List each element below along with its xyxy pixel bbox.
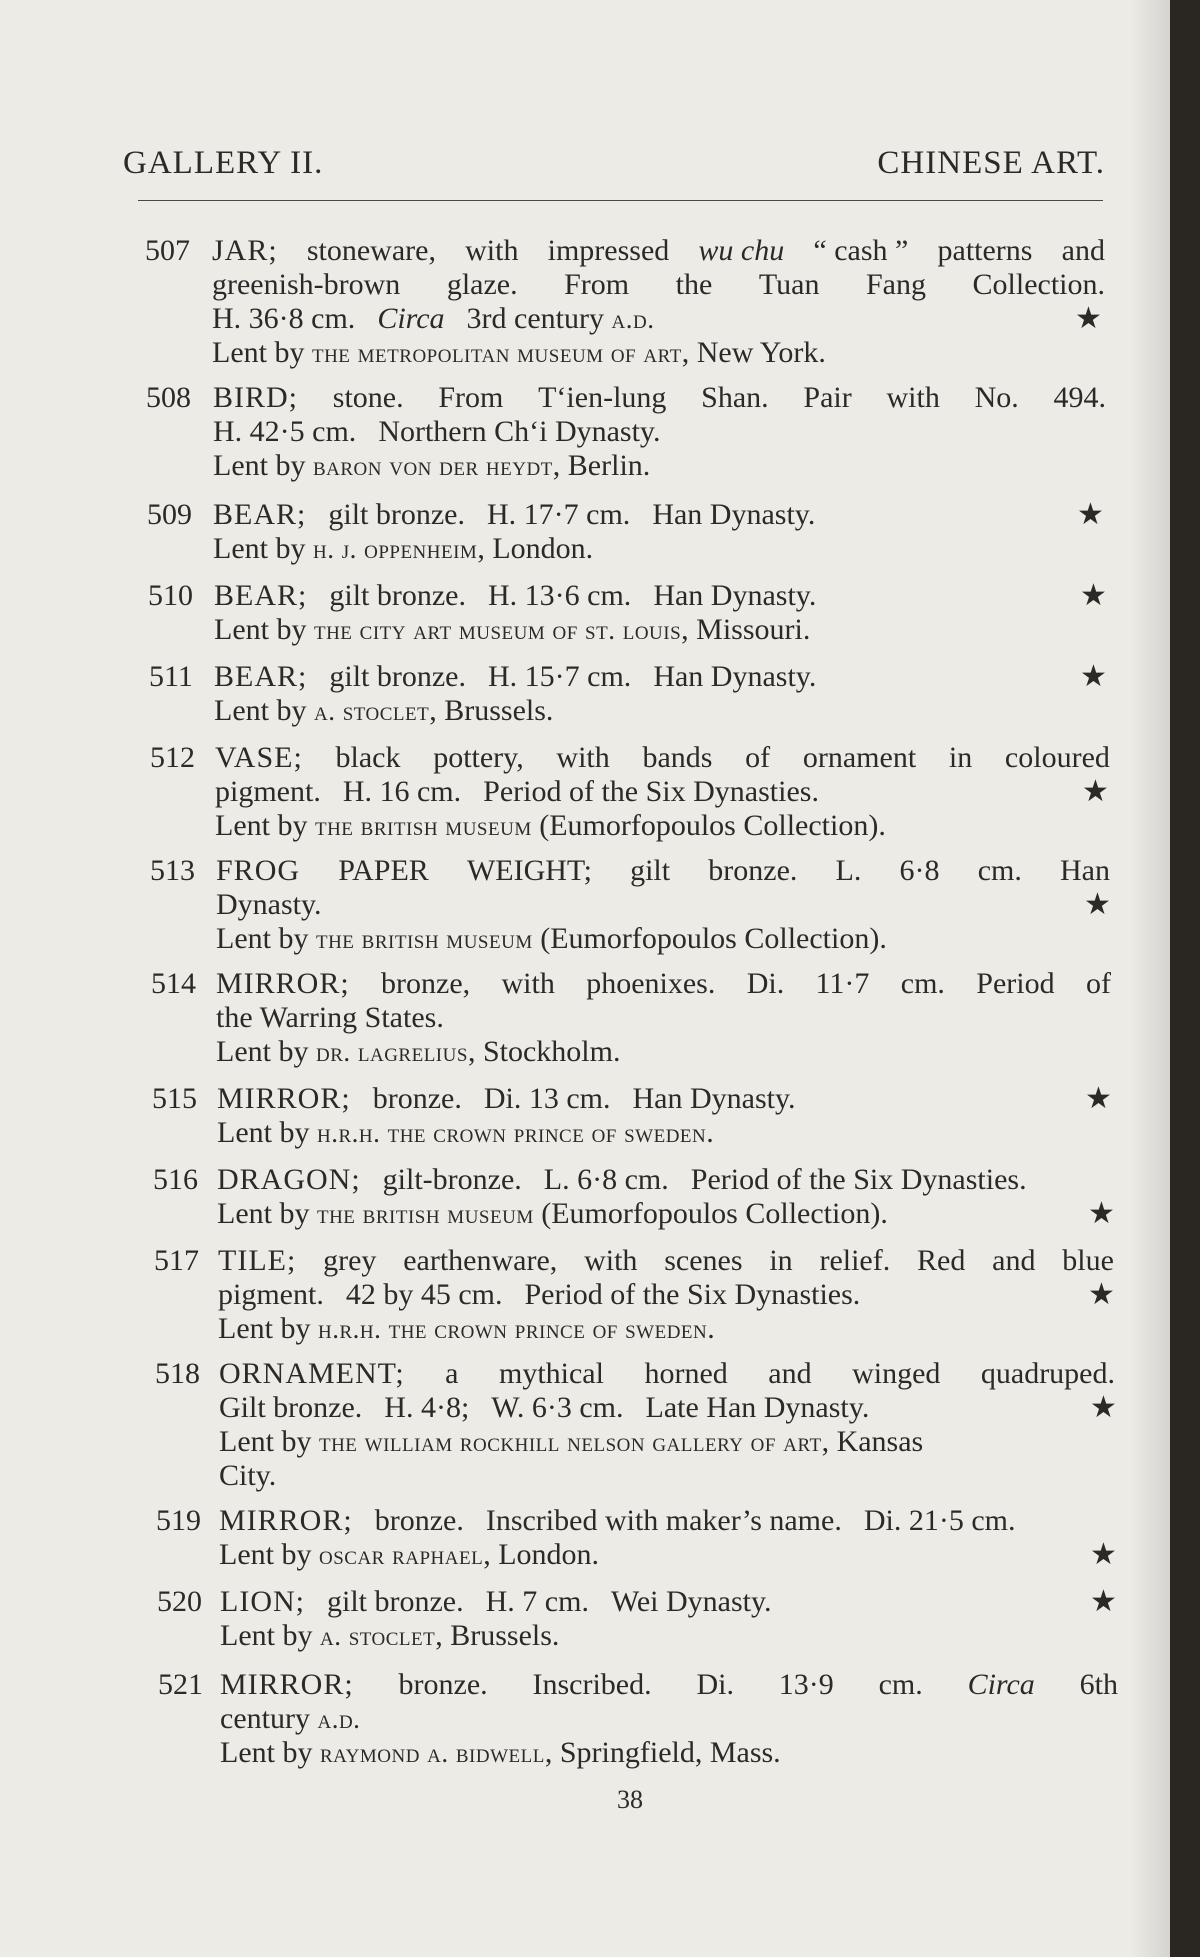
word: in: [948, 741, 973, 774]
lender-line: Lent by the british museum (Eumorfopoulos Collection).: [217, 1197, 888, 1230]
word: cm.: [878, 1668, 923, 1701]
word: Period of the Six Dynasties.: [690, 1163, 1027, 1196]
lender-line-continued: City.: [219, 1459, 277, 1492]
word: Han: [1060, 854, 1110, 887]
word: Di. 21·5 cm.: [863, 1504, 1016, 1537]
word: Circa: [967, 1668, 1035, 1701]
word: Gilt bronze.: [219, 1391, 363, 1424]
star-icon: ★: [1088, 1197, 1115, 1230]
star-icon: ★: [1090, 1391, 1117, 1424]
star-icon: ★: [1080, 660, 1107, 693]
lender-name: h.r.h. the crown prince of sweden: [317, 1314, 708, 1344]
word: H. 13·6 cm.: [488, 579, 632, 612]
word: gilt bronze.: [329, 579, 466, 612]
entry-description-line: [215, 774, 819, 810]
word: Han Dynasty.: [632, 1082, 796, 1115]
entry-number: 520: [157, 1585, 202, 1618]
entry-description-line: [217, 1081, 796, 1117]
word: H. 42·5 cm.: [213, 415, 357, 448]
star-icon: ★: [1084, 888, 1111, 921]
entry-description-line: [219, 1390, 869, 1426]
word: Tuan: [758, 268, 820, 301]
lender-name: a. stoclet: [319, 1621, 436, 1651]
entry-description-line: [216, 1000, 444, 1036]
word: H. 16 cm.: [342, 775, 462, 808]
lender-name: the british museum: [316, 1199, 534, 1229]
word: Red: [917, 1244, 966, 1277]
star-icon: ★: [1082, 775, 1109, 808]
word: gilt bronze.: [326, 1585, 464, 1618]
word: BEAR;: [214, 660, 308, 693]
entry-description-line: [218, 1243, 1114, 1279]
word: Han Dynasty.: [653, 579, 817, 612]
section-heading: CHINESE ART.: [877, 145, 1105, 181]
word: Period of the Six Dynasties.: [524, 1278, 861, 1311]
entry-description-line: [216, 853, 1110, 889]
entry-description-line: [213, 497, 815, 533]
word: bronze.: [374, 1504, 464, 1537]
word: stoneware,: [306, 234, 436, 267]
lender-name: the british museum: [315, 924, 533, 954]
lender-line: Lent by h. j. oppenheim, London.: [213, 532, 594, 565]
entry-number: 514: [151, 967, 196, 1000]
entry-number: 518: [155, 1357, 200, 1390]
word: Late Han Dynasty.: [645, 1391, 870, 1424]
word: with: [501, 967, 555, 1000]
word: mythical: [498, 1357, 604, 1390]
word: Di. 13 cm.: [483, 1082, 611, 1115]
word: ORNAMENT;: [219, 1357, 405, 1390]
word: JAR;: [212, 234, 278, 267]
word: Shan.: [701, 381, 769, 414]
word: the: [675, 268, 713, 301]
entry-description-line: [215, 740, 1110, 776]
word: bronze,: [381, 967, 471, 1000]
entry-number: 507: [145, 234, 190, 267]
lender-name: baron von der heydt: [312, 451, 553, 481]
entry-description-line: [220, 1701, 360, 1737]
word: DRAGON;: [217, 1163, 361, 1196]
star-icon: ★: [1077, 498, 1104, 531]
star-icon: ★: [1090, 1538, 1117, 1571]
word: blue: [1062, 1244, 1114, 1277]
word: Northern Ch‘i Dynasty.: [378, 415, 661, 448]
word: MIRROR;: [220, 1668, 354, 1701]
lender-line: Lent by raymond a. bidwell, Springfield, Mass.: [220, 1736, 781, 1769]
word: black: [335, 741, 401, 774]
lender-name: the british museum: [314, 811, 532, 841]
lender-name: oscar raphael: [318, 1540, 484, 1570]
page-edge-shadow: [1130, 0, 1170, 1957]
word: LION;: [220, 1585, 305, 1618]
lender-name: the metropolitan museum of art: [311, 338, 682, 368]
word: gilt bronze.: [329, 660, 466, 693]
word: 494.: [1053, 381, 1106, 414]
word: L.: [835, 854, 862, 887]
entry-description-line: [216, 966, 1111, 1002]
lender-line: Lent by h.r.h. the crown prince of sweden.: [217, 1116, 714, 1149]
word: From: [438, 381, 504, 414]
entry-description-line: [220, 1667, 1118, 1703]
word: Period: [976, 967, 1055, 1000]
word: H. 15·7 cm.: [488, 660, 632, 693]
lender-line: Lent by dr. lagrelius, Stockholm.: [216, 1035, 621, 1068]
lender-line: Lent by baron von der heydt, Berlin.: [213, 449, 651, 482]
word: MIRROR;: [217, 1082, 351, 1115]
word: relief.: [819, 1244, 891, 1277]
word: glaze.: [446, 268, 518, 301]
lender-line: Lent by oscar raphael, London.: [219, 1538, 600, 1571]
word: wu chu: [698, 234, 785, 267]
entry-description-line: [219, 1503, 1015, 1539]
entry-description-line: [213, 414, 661, 450]
star-icon: ★: [1085, 1082, 1112, 1115]
word: PAPER: [338, 854, 429, 887]
word: H. 36·8 cm.: [212, 302, 356, 335]
word: quadruped.: [980, 1357, 1115, 1390]
entry-description-line: [219, 1356, 1115, 1392]
lender-name: h.r.h. the crown prince of sweden: [316, 1118, 707, 1148]
lender-name: h. j. oppenheim: [312, 534, 478, 564]
word: Han Dynasty.: [653, 660, 817, 693]
word: bands: [642, 741, 713, 774]
word: Inscribed with maker’s name.: [485, 1504, 842, 1537]
header-rule: [138, 200, 1103, 201]
word: H. 7 cm.: [485, 1585, 589, 1618]
entry-number: 515: [152, 1082, 197, 1115]
word: of: [745, 741, 771, 774]
word: 11·7: [815, 967, 870, 1000]
word: T‘ien-lung: [538, 381, 667, 414]
lender-line: Lent by the metropolitan museum of art, New York.: [212, 336, 826, 369]
word: bronze.: [708, 854, 798, 887]
word: phoenixes.: [586, 967, 716, 1000]
word: bronze.: [372, 1082, 462, 1115]
word: Inscribed.: [532, 1668, 652, 1701]
lender-name: the william rockhill nelson gallery of art: [318, 1427, 822, 1457]
word: cm.: [977, 854, 1022, 887]
word: and: [992, 1244, 1036, 1277]
word: MIRROR;: [216, 967, 350, 1000]
word: W. 6·3 cm.: [491, 1391, 624, 1424]
word: and: [1061, 234, 1105, 267]
word: 42 by 45 cm.: [345, 1278, 503, 1311]
lender-name: the city art museum of st. louis: [313, 615, 682, 645]
word: BEAR;: [213, 498, 307, 531]
entry-description-line: [213, 380, 1106, 416]
entry-description-line: [212, 233, 1105, 269]
word: patterns: [937, 234, 1033, 267]
word: century a.d.: [220, 1702, 361, 1735]
word: gilt bronze.: [328, 498, 465, 531]
word: and: [768, 1357, 812, 1390]
word: No.: [974, 381, 1019, 414]
word: a: [445, 1357, 459, 1390]
word: BIRD;: [213, 381, 299, 414]
star-icon: ★: [1080, 579, 1107, 612]
star-icon: ★: [1088, 1278, 1115, 1311]
lender-line: Lent by a. stoclet, Brussels.: [214, 694, 554, 727]
word: stone.: [332, 381, 404, 414]
word: VASE;: [215, 741, 303, 774]
word: MIRROR;: [219, 1504, 353, 1537]
word: 3rd century a.d.: [466, 302, 655, 335]
entry-number: 519: [156, 1504, 201, 1537]
lender-line: Lent by h.r.h. the crown prince of sweden.: [218, 1312, 715, 1345]
entry-description-line: [216, 887, 322, 923]
lender-line: Lent by the city art museum of st. louis, Missouri.: [214, 613, 811, 646]
word: pigment.: [215, 775, 321, 808]
word: grey: [323, 1244, 377, 1277]
word: with: [584, 1244, 638, 1277]
word: scenes: [664, 1244, 743, 1277]
word: pottery,: [433, 741, 524, 774]
lender-name: dr. lagrelius: [315, 1037, 468, 1067]
entry-number: 511: [149, 660, 193, 693]
word: Dynasty.: [216, 888, 322, 921]
word: Wei Dynasty.: [610, 1585, 772, 1618]
entry-number: 517: [154, 1244, 199, 1277]
word: 6th: [1079, 1668, 1118, 1701]
entry-description-line: [212, 267, 1105, 303]
word: 6·8: [899, 854, 940, 887]
word: FROG: [216, 854, 301, 887]
entry-description-line: [217, 1162, 1027, 1198]
word: gilt: [630, 854, 671, 887]
entry-number: 512: [150, 741, 195, 774]
lender-name: a. stoclet: [313, 696, 430, 726]
word: BEAR;: [214, 579, 308, 612]
entry-description-line: [214, 659, 816, 695]
word: Period of the Six Dynasties.: [483, 775, 819, 808]
word: “ cash ”: [813, 234, 909, 267]
page-number: 38: [617, 1785, 643, 1814]
word: with: [465, 234, 519, 267]
lender-line: Lent by the william rockhill nelson gallery of art, Kansas: [219, 1425, 924, 1458]
entry-description-line: [220, 1584, 772, 1620]
word: greenish-brown: [212, 268, 401, 301]
entry-description-line: [212, 301, 654, 337]
word: pigment.: [218, 1278, 324, 1311]
entry-number: 516: [153, 1163, 198, 1196]
word: earthenware,: [403, 1244, 558, 1277]
entry-description-line: [218, 1277, 860, 1313]
word: Di.: [746, 967, 785, 1000]
word: winged: [852, 1357, 941, 1390]
entry-number: 509: [147, 498, 192, 531]
entry-description-line: [214, 578, 816, 614]
word: 13·9: [778, 1668, 834, 1701]
word: with: [886, 381, 940, 414]
lender-name: raymond a. bidwell: [319, 1738, 545, 1768]
word: Circa: [377, 302, 445, 335]
star-icon: ★: [1075, 302, 1102, 335]
word: horned: [644, 1357, 728, 1390]
star-icon: ★: [1090, 1585, 1117, 1618]
entry-number: 513: [150, 854, 195, 887]
lender-line: Lent by the british museum (Eumorfopoulos Collection).: [216, 922, 887, 955]
word: H. 17·7 cm.: [487, 498, 631, 531]
word: ornament: [802, 741, 917, 774]
word: in: [769, 1244, 793, 1277]
word: the Warring States.: [216, 1001, 444, 1034]
word: Di.: [696, 1668, 734, 1701]
entry-number: 521: [158, 1668, 203, 1701]
word: Han Dynasty.: [652, 498, 816, 531]
lender-line: Lent by a. stoclet, Brussels.: [220, 1619, 560, 1652]
word: WEIGHT;: [466, 854, 592, 887]
word: TILE;: [218, 1244, 297, 1277]
word: L. 6·8 cm.: [543, 1163, 669, 1196]
lender-line: Lent by the british museum (Eumorfopoulos Collection).: [215, 809, 886, 842]
entry-number: 510: [148, 579, 193, 612]
gallery-heading: GALLERY II.: [123, 145, 324, 181]
word: H. 4·8;: [384, 1391, 470, 1424]
word: coloured: [1004, 741, 1110, 774]
word: Collection.: [972, 268, 1105, 301]
word: cm.: [900, 967, 945, 1000]
word: with: [556, 741, 610, 774]
word: From: [564, 268, 630, 301]
entry-number: 508: [146, 381, 191, 414]
word: gilt-bronze.: [382, 1163, 522, 1196]
word: impressed: [547, 234, 670, 267]
word: Fang: [865, 268, 926, 301]
word: bronze.: [398, 1668, 488, 1701]
word: Pair: [803, 381, 852, 414]
word: of: [1085, 967, 1111, 1000]
